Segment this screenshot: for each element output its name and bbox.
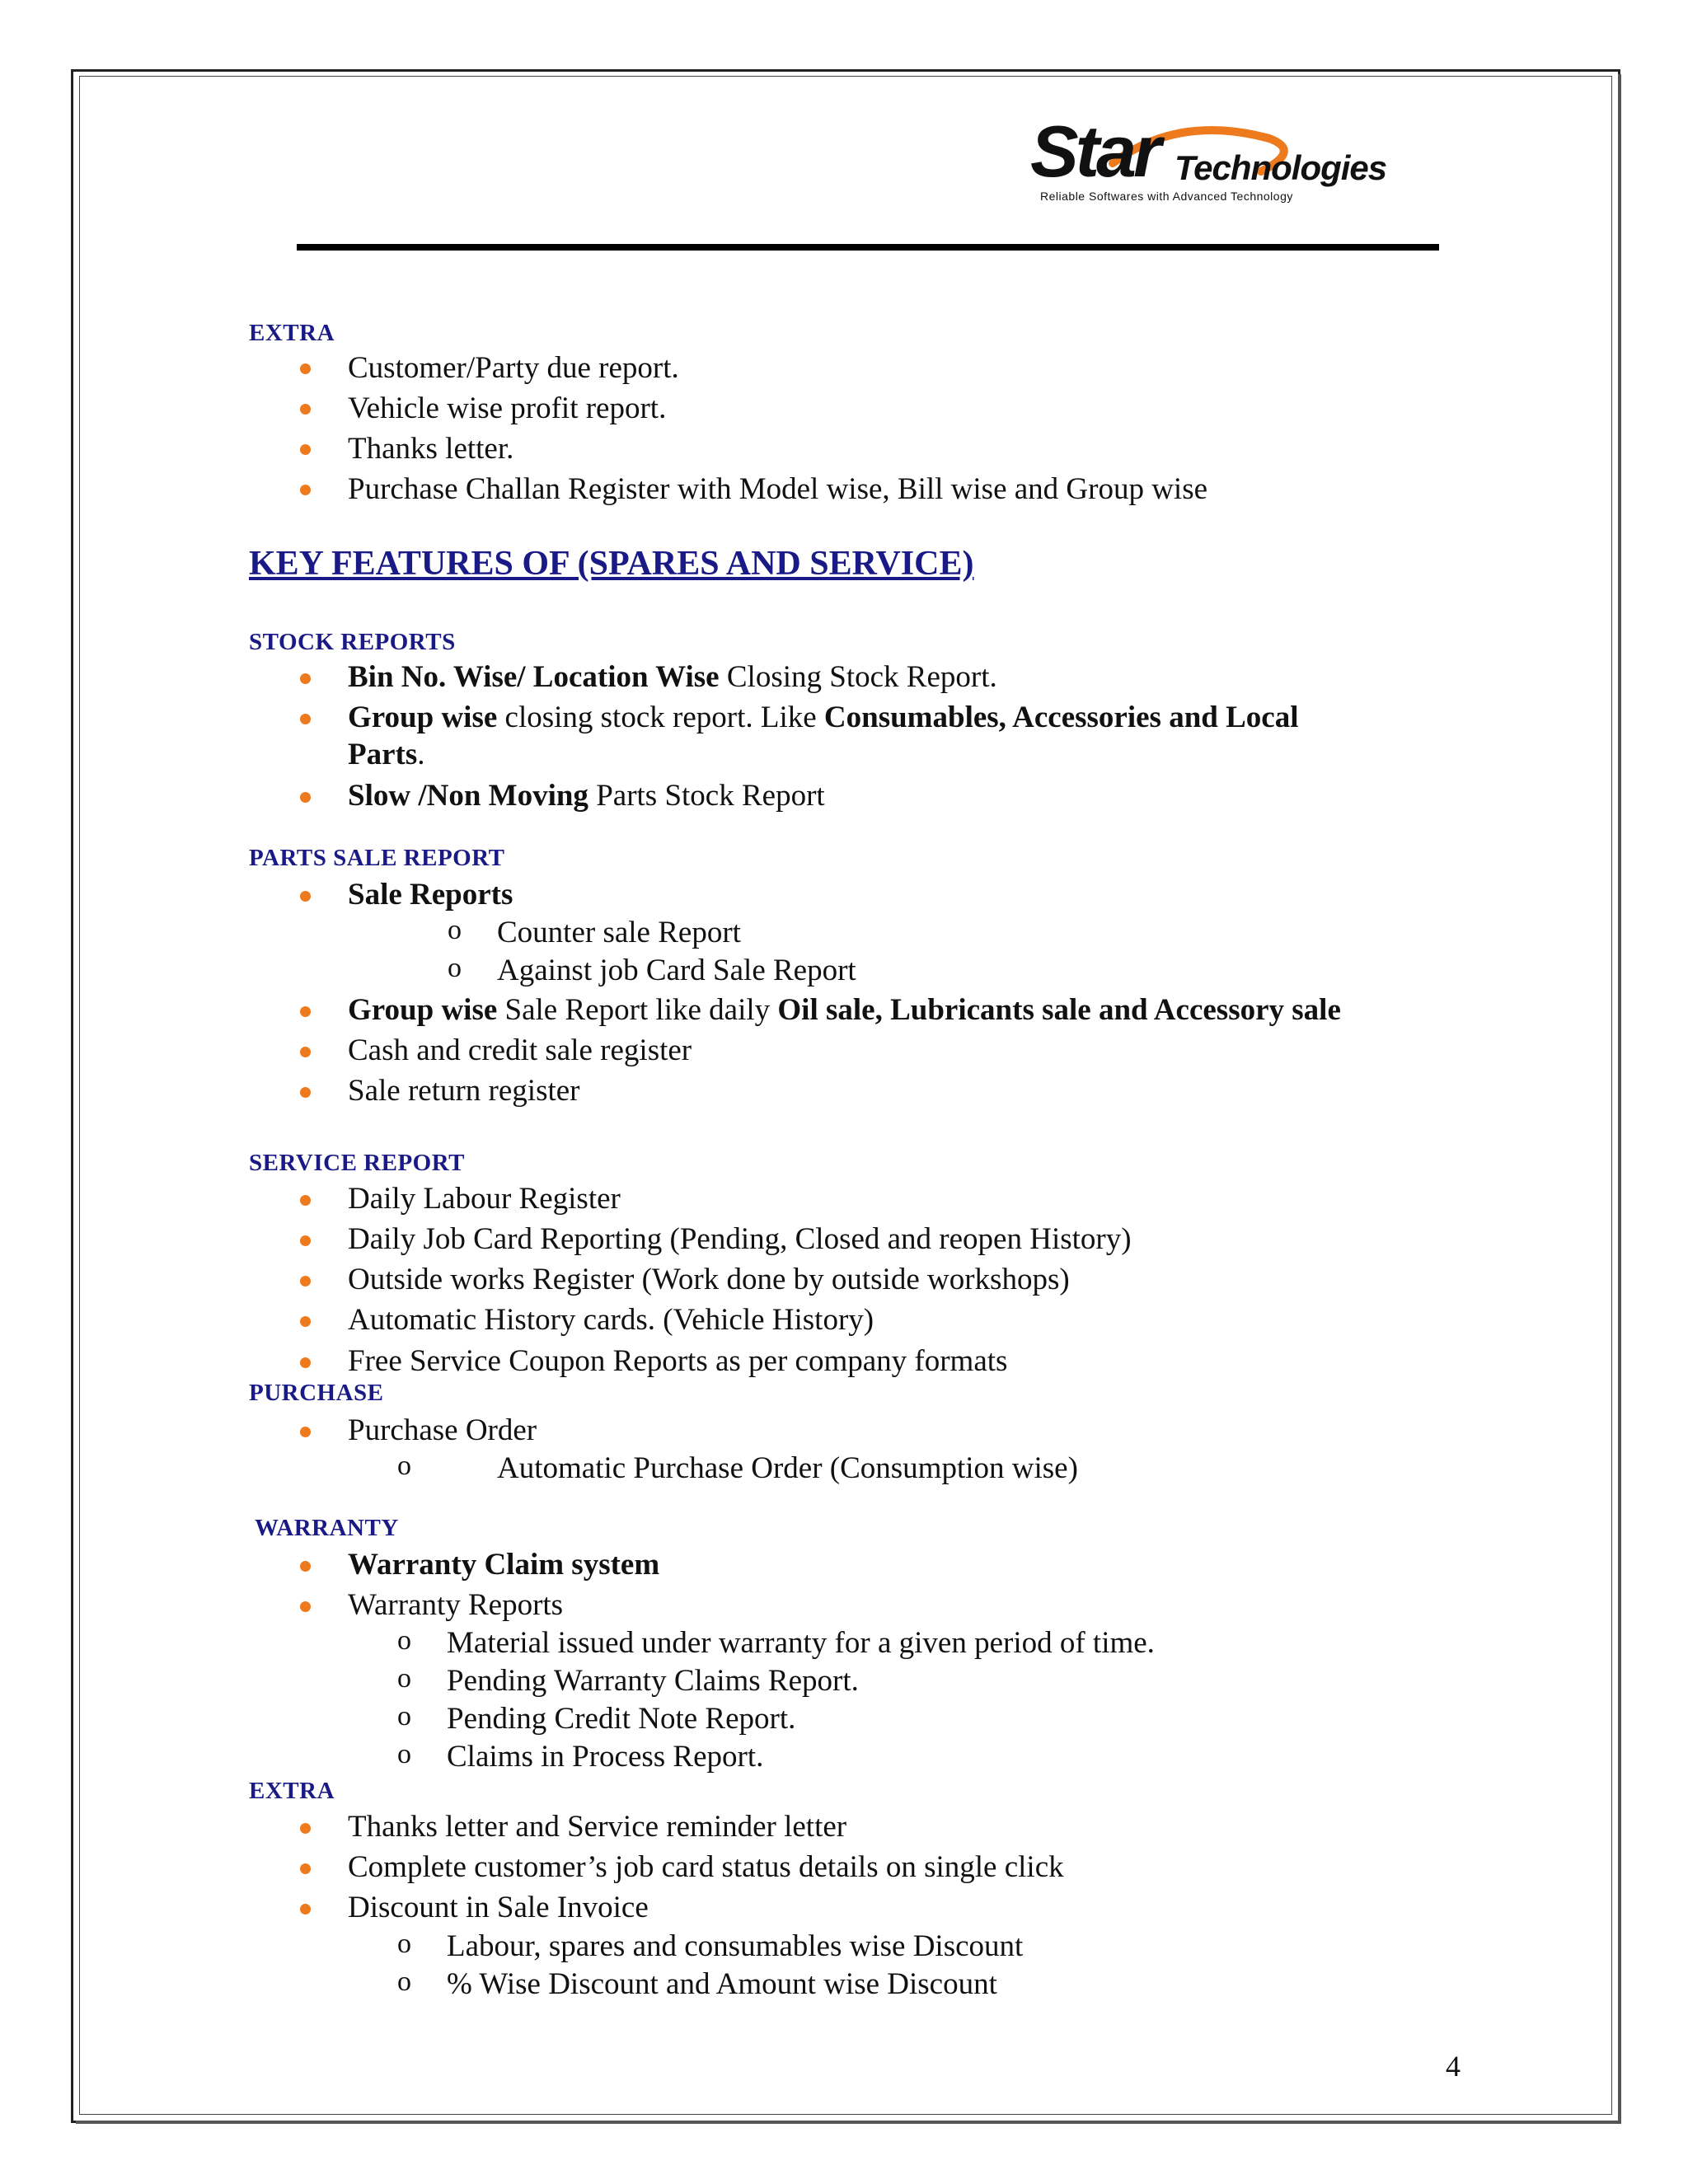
- sub-bullet-icon: o: [397, 1701, 411, 1732]
- list-item: Bin No. Wise/ Location Wise Closing Stock Report.: [348, 660, 997, 694]
- bullet-icon: [300, 1087, 311, 1098]
- list-item: Thanks letter.: [348, 432, 514, 466]
- bullet-icon: [300, 1235, 311, 1246]
- bullet-icon: [300, 1601, 311, 1612]
- list-item: Discount in Sale Invoice: [348, 1891, 649, 1924]
- bullet-icon: [300, 1276, 311, 1286]
- sub-bullet-icon: o: [397, 1663, 411, 1694]
- sub-bullet-icon: o: [397, 1451, 411, 1481]
- sub-bullet-icon: o: [448, 915, 462, 945]
- sub-list-item: Counter sale Report: [497, 916, 741, 949]
- sub-bullet-icon: o: [397, 1929, 411, 1959]
- sub-list-item: Pending Warranty Claims Report.: [447, 1664, 859, 1698]
- list-item-continuation: Parts.: [348, 738, 425, 771]
- bullet-icon: [300, 485, 311, 495]
- bullet-icon: [300, 891, 311, 902]
- bullet-icon: [300, 1561, 311, 1572]
- bullet-icon: [300, 792, 311, 803]
- list-item: Free Service Coupon Reports as per company formats: [348, 1344, 1008, 1378]
- list-item: Warranty Claim system: [348, 1548, 660, 1582]
- page-shadow-right: [1618, 74, 1621, 2122]
- bullet-icon: [300, 1316, 311, 1327]
- list-item: Warranty Reports: [348, 1588, 564, 1622]
- key-features-title: KEY FEATURES OF (SPARES AND SERVICE): [249, 545, 974, 583]
- section-heading-extra: EXTRA: [249, 320, 335, 346]
- bullet-icon: [300, 1427, 311, 1437]
- section-heading-service-report: SERVICE REPORT: [249, 1150, 465, 1176]
- list-item: Cash and credit sale register: [348, 1033, 692, 1067]
- list-item: Thanks letter and Service reminder letter: [348, 1810, 847, 1844]
- sub-list-item: Automatic Purchase Order (Consumption wise): [497, 1451, 1078, 1485]
- list-item: Sale Reports: [348, 878, 513, 912]
- bullet-icon: [300, 1823, 311, 1834]
- sub-list-item: Claims in Process Report.: [447, 1740, 764, 1774]
- list-item: Outside works Register (Work done by outside workshops): [348, 1263, 1070, 1296]
- bullet-icon: [300, 444, 311, 455]
- bullet-icon: [300, 1195, 311, 1206]
- list-item: Daily Labour Register: [348, 1182, 621, 1216]
- bullet-icon: [300, 1006, 311, 1017]
- sub-list-item: Against job Card Sale Report: [497, 954, 856, 987]
- list-item: Slow /Non Moving Parts Stock Report: [348, 779, 825, 813]
- bullet-icon: [300, 404, 311, 415]
- list-item: Daily Job Card Reporting (Pending, Closed and reopen History): [348, 1222, 1132, 1256]
- section-heading-parts-sale: PARTS SALE REPORT: [249, 845, 505, 871]
- list-item: Purchase Order: [348, 1413, 537, 1447]
- sub-bullet-icon: o: [397, 1739, 411, 1769]
- bullet-icon: [300, 1047, 311, 1057]
- list-item: Group wise closing stock report. Like Consumables, Accessories and Local: [348, 701, 1299, 734]
- list-item: Purchase Challan Register with Model wise, Bill wise and Group wise: [348, 472, 1208, 506]
- logo-tagline: Reliable Softwares with Advanced Technology: [1040, 190, 1293, 203]
- section-heading-stock-reports: STOCK REPORTS: [249, 629, 456, 655]
- list-item: Sale return register: [348, 1074, 580, 1108]
- bullet-icon: [300, 363, 311, 374]
- list-item: Group wise Sale Report like daily Oil sale, Lubricants sale and Accessory sale: [348, 993, 1341, 1027]
- section-heading-warranty: WARRANTY: [255, 1515, 399, 1541]
- sub-bullet-icon: o: [448, 953, 462, 983]
- logo-name-star: Star: [1030, 110, 1159, 192]
- bullet-icon: [300, 714, 311, 724]
- header-rule: [297, 244, 1439, 251]
- bullet-icon: [300, 1357, 311, 1368]
- section-heading-purchase: PURCHASE: [249, 1380, 384, 1406]
- bullet-icon: [300, 1863, 311, 1874]
- list-item: Customer/Party due report.: [348, 351, 679, 385]
- page-number: 4: [1446, 2050, 1461, 2083]
- sub-list-item: Labour, spares and consumables wise Discount: [447, 1929, 1024, 1963]
- sub-list-item: % Wise Discount and Amount wise Discount: [447, 1967, 997, 2001]
- page-shadow-bottom: [76, 2121, 1621, 2124]
- sub-bullet-icon: o: [397, 1966, 411, 1997]
- bullet-icon: [300, 673, 311, 684]
- company-logo: [1030, 110, 1387, 210]
- logo-name-technologies: Technologies: [1175, 148, 1387, 187]
- list-item: Complete customer’s job card status details on single click: [348, 1850, 1064, 1884]
- sub-list-item: Pending Credit Note Report.: [447, 1702, 796, 1736]
- bullet-icon: [300, 1904, 311, 1915]
- list-item: Vehicle wise profit report.: [348, 391, 667, 425]
- sub-bullet-icon: o: [397, 1625, 411, 1656]
- section-heading-extra: EXTRA: [249, 1778, 335, 1804]
- list-item: Automatic History cards. (Vehicle History): [348, 1303, 874, 1337]
- sub-list-item: Material issued under warranty for a given period of time.: [447, 1626, 1155, 1660]
